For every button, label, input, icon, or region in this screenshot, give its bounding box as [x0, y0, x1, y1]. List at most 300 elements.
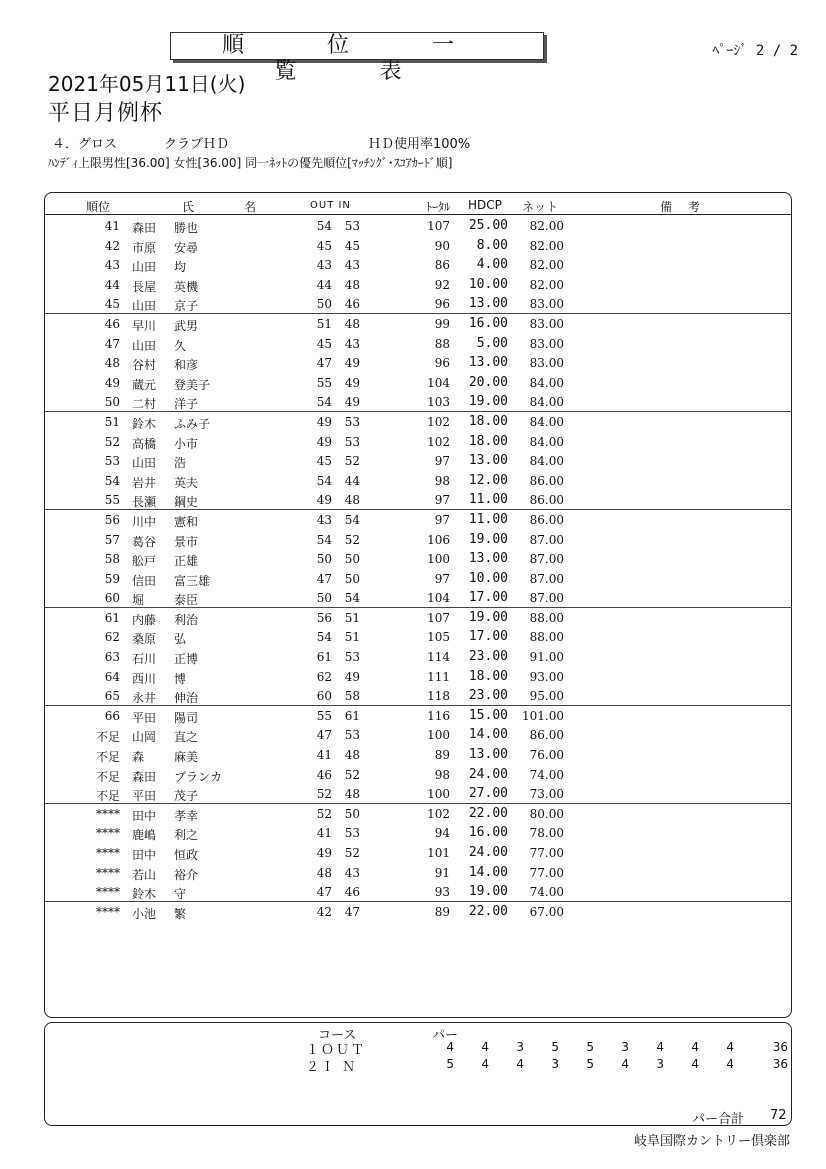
cell-giv: 均: [174, 260, 187, 275]
cell-in: 58: [344, 689, 360, 704]
cell-giv: 小市: [174, 436, 199, 451]
par-hole-2: 4: [481, 1057, 489, 1071]
cell-giv: 武男: [174, 318, 199, 333]
par-hole-1: 4: [446, 1040, 454, 1054]
table-row: [44, 353, 792, 373]
cell-giv: 久: [174, 338, 187, 353]
cell-out: 43: [316, 512, 332, 527]
cell-sur: 内藤: [132, 612, 157, 627]
par-hole-8: 4: [691, 1040, 699, 1054]
par-hole-1: 5: [446, 1057, 454, 1071]
cell-in: 48: [344, 277, 360, 292]
cell-giv: 利治: [174, 612, 199, 627]
cell-giv: 陽司: [174, 710, 199, 725]
cell-rank: 不足: [95, 769, 120, 784]
category: ４．グロス: [52, 137, 118, 152]
cell-in: 51: [344, 610, 360, 625]
col-outin: OUT IN: [310, 200, 351, 211]
cell-total: 114: [427, 650, 450, 665]
cell-hdcp: 8.00: [476, 237, 508, 253]
cell-out: 50: [316, 552, 332, 567]
course-par-frame: [44, 1022, 792, 1126]
cell-sur: 田中: [132, 848, 157, 862]
cell-out: 43: [316, 258, 332, 273]
cell-hdcp: 19.00: [468, 394, 508, 410]
cell-out: 45: [316, 238, 332, 253]
cell-net: 101.00: [522, 708, 564, 723]
cell-hdcp: 27.00: [468, 786, 508, 802]
cell-in: 46: [344, 885, 360, 900]
cell-hdcp: 14.00: [468, 864, 508, 880]
cell-rank: 不足: [95, 750, 120, 765]
cell-net: 87.00: [529, 552, 564, 567]
cell-sur: 高橋: [132, 436, 157, 451]
cell-in: 43: [344, 258, 360, 273]
par-hole-7: 3: [656, 1057, 664, 1071]
cell-out: 60: [316, 689, 332, 704]
col-total: ﾄｰﾀﾙ: [426, 200, 451, 214]
out-label: １ＯＵＴ: [306, 1043, 367, 1058]
cell-out: 44: [316, 277, 332, 292]
cell-giv: 英夫: [174, 475, 199, 490]
cell-giv: 憲和: [174, 514, 199, 529]
cell-sur: 二村: [132, 397, 157, 412]
cell-rank: 51: [104, 414, 120, 429]
cell-rank: 63: [104, 650, 120, 665]
cell-hdcp: 5.00: [476, 335, 508, 351]
cell-net: 84.00: [529, 434, 564, 449]
cell-sur: 舩戸: [132, 554, 157, 569]
cell-in: 52: [344, 532, 360, 547]
cell-out: 48: [316, 865, 332, 880]
cell-in: 53: [344, 826, 360, 841]
cell-out: 54: [316, 219, 332, 233]
cell-rank: 53: [104, 454, 120, 469]
table-row: [44, 412, 792, 432]
cell-total: 89: [434, 904, 450, 919]
cell-net: 83.00: [529, 356, 564, 371]
table-row: [44, 490, 792, 510]
cell-hdcp: 14.00: [468, 727, 508, 743]
cell-out: 62: [316, 669, 332, 684]
cell-net: 83.00: [529, 297, 564, 312]
par-total: 72: [770, 1108, 787, 1123]
cell-net: 82.00: [529, 238, 564, 253]
cell-rank: 45: [104, 297, 120, 312]
cell-hdcp: 13.00: [468, 453, 508, 469]
cell-in: 61: [344, 708, 360, 723]
table-row: [44, 392, 792, 412]
cell-rank: 52: [104, 434, 120, 449]
cell-net: 82.00: [529, 258, 564, 273]
cell-sur: 長屋: [132, 279, 157, 294]
cell-giv: 鋼史: [174, 495, 199, 510]
cell-rank: ****: [96, 904, 120, 919]
cell-total: 93: [434, 885, 450, 900]
cell-hdcp: 22.00: [468, 903, 508, 919]
course-label: コース: [318, 1028, 357, 1043]
par-hole-7: 4: [656, 1040, 664, 1054]
table-row: [44, 882, 792, 902]
results-rows: [44, 216, 792, 921]
cell-giv: 景市: [174, 534, 199, 549]
cell-giv: ブランカ: [174, 769, 223, 784]
cell-in: 50: [344, 552, 360, 567]
cell-hdcp: 16.00: [468, 825, 508, 841]
table-row: [44, 843, 792, 863]
cell-hdcp: 13.00: [468, 355, 508, 371]
cell-in: 52: [344, 767, 360, 782]
cell-rank: 不足: [95, 789, 120, 804]
cell-sur: 谷村: [132, 358, 157, 373]
cell-giv: 勝也: [174, 221, 199, 235]
cell-rank: 54: [104, 473, 120, 488]
in-label: ２Ｉ Ｎ: [306, 1060, 358, 1075]
table-row: [44, 236, 792, 256]
cell-in: 53: [344, 728, 360, 743]
cell-in: 49: [344, 375, 360, 390]
cell-sur: 鹿嶋: [132, 828, 157, 843]
cell-total: 104: [427, 375, 450, 390]
col-remarks: 備 考: [660, 200, 706, 214]
cell-hdcp: 15.00: [468, 707, 508, 723]
cell-hdcp: 17.00: [468, 590, 508, 606]
cell-rank: 66: [104, 708, 120, 723]
cell-giv: 登美子: [174, 377, 211, 392]
cell-hdcp: 18.00: [468, 668, 508, 684]
cell-sur: 鈴木: [132, 416, 157, 431]
cell-rank: ****: [96, 846, 120, 860]
cell-hdcp: 13.00: [468, 296, 508, 312]
table-row: [44, 823, 792, 843]
cell-hdcp: 11.00: [468, 511, 508, 527]
table-row: [44, 647, 792, 667]
cell-out: 54: [316, 630, 332, 645]
cell-sur: 山岡: [132, 730, 157, 745]
cell-in: 45: [344, 238, 360, 253]
cell-giv: 守: [174, 887, 187, 902]
cell-hdcp: 19.00: [468, 609, 508, 625]
cell-out: 49: [316, 846, 332, 860]
cell-hdcp: 24.00: [468, 766, 508, 782]
cell-giv: 正博: [174, 652, 199, 667]
cell-sur: 川中: [132, 514, 157, 529]
cell-hdcp: 10.00: [468, 570, 508, 586]
cell-net: 88.00: [529, 610, 564, 625]
cell-sur: 山田: [132, 338, 157, 353]
cell-in: 51: [344, 630, 360, 645]
col-net: ネット: [522, 200, 559, 214]
cell-out: 50: [316, 297, 332, 312]
table-row: [44, 706, 792, 726]
cell-in: 53: [344, 414, 360, 429]
cell-total: 107: [427, 610, 450, 625]
cell-giv: 弘: [174, 632, 187, 647]
cell-net: 77.00: [529, 846, 564, 860]
cell-net: 91.00: [529, 650, 564, 665]
handicap-note: ﾊﾝﾃﾞｨ上限男性[36.00] 女性[36.00] 同一ﾈｯﾄの優先順位[ﾏｯﾁﾝｸﾞ･ｽｺｱｶｰﾄﾞ順]: [48, 156, 453, 170]
cell-giv: 裕介: [174, 867, 199, 882]
cell-hdcp: 18.00: [468, 413, 508, 429]
cell-giv: 博: [174, 671, 187, 686]
cell-sur: 鈴木: [132, 887, 157, 902]
cell-total: 97: [434, 454, 450, 469]
cell-giv: 安尋: [174, 240, 199, 255]
col-name1: 氏: [182, 200, 195, 214]
cell-hdcp: 23.00: [468, 688, 508, 704]
cell-hdcp: 17.00: [468, 629, 508, 645]
cell-in: 44: [344, 473, 360, 488]
cell-net: 88.00: [529, 630, 564, 645]
cell-in: 43: [344, 865, 360, 880]
cell-out: 54: [316, 532, 332, 547]
table-row: [44, 451, 792, 471]
cell-in: 52: [344, 846, 360, 860]
cell-out: 50: [316, 591, 332, 606]
cell-sur: 永井: [132, 691, 157, 706]
col-rank: 順位: [86, 200, 111, 214]
cell-rank: ****: [96, 806, 120, 821]
cell-in: 54: [344, 591, 360, 606]
par-hole-4: 5: [551, 1040, 559, 1054]
cell-total: 102: [427, 414, 450, 429]
cell-out: 55: [316, 708, 332, 723]
par-hole-2: 4: [481, 1040, 489, 1054]
cell-sur: 山田: [132, 456, 157, 471]
cell-net: 95.00: [529, 689, 564, 704]
table-row: [44, 569, 792, 589]
cell-total: 94: [434, 826, 450, 841]
cell-in: 49: [344, 669, 360, 684]
cell-sur: 平田: [132, 789, 157, 804]
cell-out: 47: [316, 356, 332, 371]
cell-sur: 山田: [132, 260, 157, 275]
event-date: 2021年05月11日(火): [48, 72, 246, 96]
cell-net: 83.00: [529, 336, 564, 351]
cell-sur: 平田: [132, 710, 157, 725]
cell-total: 100: [427, 552, 450, 567]
cell-in: 50: [344, 571, 360, 586]
cell-sur: 信田: [132, 573, 157, 588]
cell-total: 96: [434, 356, 450, 371]
cell-in: 48: [344, 787, 360, 802]
cell-giv: 富三雄: [174, 573, 211, 588]
cell-out: 47: [316, 728, 332, 743]
header-divider: [44, 214, 792, 215]
cell-total: 101: [427, 846, 450, 860]
table-row: [44, 510, 792, 530]
cell-net: 84.00: [529, 375, 564, 390]
cell-out: 56: [316, 610, 332, 625]
cell-sur: 若山: [132, 867, 157, 882]
page-number: ﾍﾟｰｼﾞ 2 / 2: [712, 43, 798, 59]
cell-in: 43: [344, 336, 360, 351]
cell-net: 87.00: [529, 532, 564, 547]
par-hole-6: 4: [621, 1057, 629, 1071]
table-row: [44, 334, 792, 354]
cell-rank: 44: [104, 277, 120, 292]
cell-total: 97: [434, 493, 450, 508]
table-row: [44, 294, 792, 314]
cell-rank: 58: [104, 552, 120, 567]
cell-sur: 葛谷: [132, 534, 157, 549]
table-row: [44, 373, 792, 393]
cell-in: 49: [344, 356, 360, 371]
cell-total: 97: [434, 571, 450, 586]
cell-total: 86: [434, 258, 450, 273]
hd-type: クラブＨＤ: [164, 137, 230, 152]
hd-rate: ＨＤ使用率100%: [368, 137, 471, 152]
cell-hdcp: 22.00: [468, 805, 508, 821]
cell-rank: 47: [104, 336, 120, 351]
cell-in: 47: [344, 904, 360, 919]
par-hole-3: 3: [516, 1040, 524, 1054]
cell-out: 51: [316, 316, 332, 331]
cell-hdcp: 13.00: [468, 747, 508, 763]
cell-giv: 繁: [174, 906, 187, 921]
cell-rank: 55: [104, 493, 120, 508]
cell-out: 42: [316, 904, 332, 919]
cell-giv: 恒政: [174, 848, 199, 862]
table-row: [44, 471, 792, 491]
cell-hdcp: 24.00: [468, 845, 508, 860]
cell-sur: 市原: [132, 240, 157, 255]
cell-total: 96: [434, 297, 450, 312]
cell-in: 53: [344, 219, 360, 233]
cell-out: 41: [316, 826, 332, 841]
par-label: パー: [432, 1028, 459, 1043]
cell-in: 48: [344, 748, 360, 763]
cell-rank: 46: [104, 316, 120, 331]
cell-net: 74.00: [529, 767, 564, 782]
cell-total: 90: [434, 238, 450, 253]
cell-total: 106: [427, 532, 450, 547]
cell-sur: 岩井: [132, 475, 157, 490]
cell-in: 46: [344, 297, 360, 312]
table-row: [44, 530, 792, 550]
cell-sur: 桑原: [132, 632, 157, 647]
cell-rank: 65: [104, 689, 120, 704]
cell-sur: 長瀬: [132, 495, 157, 510]
par-hole-8: 4: [691, 1057, 699, 1071]
table-row: [44, 627, 792, 647]
cell-net: 87.00: [529, 571, 564, 586]
cell-net: 82.00: [529, 219, 564, 233]
cell-giv: 泰臣: [174, 593, 199, 608]
cell-sur: 早川: [132, 318, 157, 333]
cell-rank: 61: [104, 610, 120, 625]
table-row: [44, 725, 792, 745]
cell-total: 105: [427, 630, 450, 645]
cell-net: 84.00: [529, 395, 564, 410]
cell-giv: 洋子: [174, 397, 199, 412]
cell-rank: 48: [104, 356, 120, 371]
cell-out: 49: [316, 414, 332, 429]
cell-out: 45: [316, 336, 332, 351]
cell-rank: 不足: [95, 730, 120, 745]
cell-giv: 直之: [174, 730, 199, 745]
cell-out: 61: [316, 650, 332, 665]
cell-hdcp: 23.00: [468, 649, 508, 665]
cell-total: 89: [434, 748, 450, 763]
cell-out: 45: [316, 454, 332, 469]
cell-total: 116: [427, 708, 450, 723]
cell-rank: 49: [104, 375, 120, 390]
cell-net: 73.00: [529, 787, 564, 802]
table-row: [44, 216, 792, 236]
cell-hdcp: 10.00: [468, 276, 508, 292]
table-row: [44, 275, 792, 295]
cell-giv: 孝幸: [174, 808, 199, 823]
cell-net: 86.00: [529, 473, 564, 488]
cell-out: 52: [316, 787, 332, 802]
cell-hdcp: 12.00: [468, 472, 508, 488]
cell-net: 86.00: [529, 493, 564, 508]
cell-giv: 京子: [174, 299, 199, 314]
cell-hdcp: 18.00: [468, 433, 508, 449]
cell-net: 87.00: [529, 591, 564, 606]
par-hole-10: 36: [772, 1040, 788, 1054]
cell-total: 100: [427, 787, 450, 802]
cell-sur: 西川: [132, 671, 157, 686]
table-row: [44, 784, 792, 804]
cell-total: 100: [427, 728, 450, 743]
cell-total: 102: [427, 806, 450, 821]
par-hole-9: 4: [726, 1057, 734, 1071]
table-row: [44, 314, 792, 334]
event-name: 平日月例杯: [48, 101, 164, 126]
cell-net: 93.00: [529, 669, 564, 684]
cell-hdcp: 19.00: [468, 531, 508, 547]
cell-total: 104: [427, 591, 450, 606]
par-hole-4: 3: [551, 1057, 559, 1071]
cell-in: 48: [344, 316, 360, 331]
cell-out: 52: [316, 806, 332, 821]
par-total-label: パー合計: [692, 1112, 745, 1127]
cell-giv: 利之: [174, 828, 199, 843]
cell-rank: 60: [104, 591, 120, 606]
cell-net: 84.00: [529, 414, 564, 429]
par-hole-6: 3: [621, 1040, 629, 1054]
cell-in: 48: [344, 493, 360, 508]
cell-out: 47: [316, 571, 332, 586]
cell-net: 78.00: [529, 826, 564, 841]
cell-net: 80.00: [529, 806, 564, 821]
cell-out: 47: [316, 885, 332, 900]
cell-net: 77.00: [529, 865, 564, 880]
table-row: [44, 765, 792, 785]
cell-net: 74.00: [529, 885, 564, 900]
cell-in: 53: [344, 650, 360, 665]
cell-in: 54: [344, 512, 360, 527]
cell-total: 92: [434, 277, 450, 292]
cell-total: 103: [427, 395, 450, 410]
par-hole-9: 4: [726, 1040, 734, 1054]
table-row: [44, 745, 792, 765]
par-hole-3: 4: [516, 1057, 524, 1071]
table-row: [44, 686, 792, 706]
cell-hdcp: 19.00: [468, 884, 508, 900]
cell-rank: 62: [104, 630, 120, 645]
cell-rank: 59: [104, 571, 120, 586]
table-row: [44, 608, 792, 628]
cell-total: 88: [434, 336, 450, 351]
cell-giv: 和彦: [174, 358, 199, 373]
cell-out: 41: [316, 748, 332, 763]
cell-giv: ふみ子: [174, 416, 211, 431]
cell-total: 91: [434, 865, 450, 880]
cell-hdcp: 11.00: [468, 492, 508, 508]
